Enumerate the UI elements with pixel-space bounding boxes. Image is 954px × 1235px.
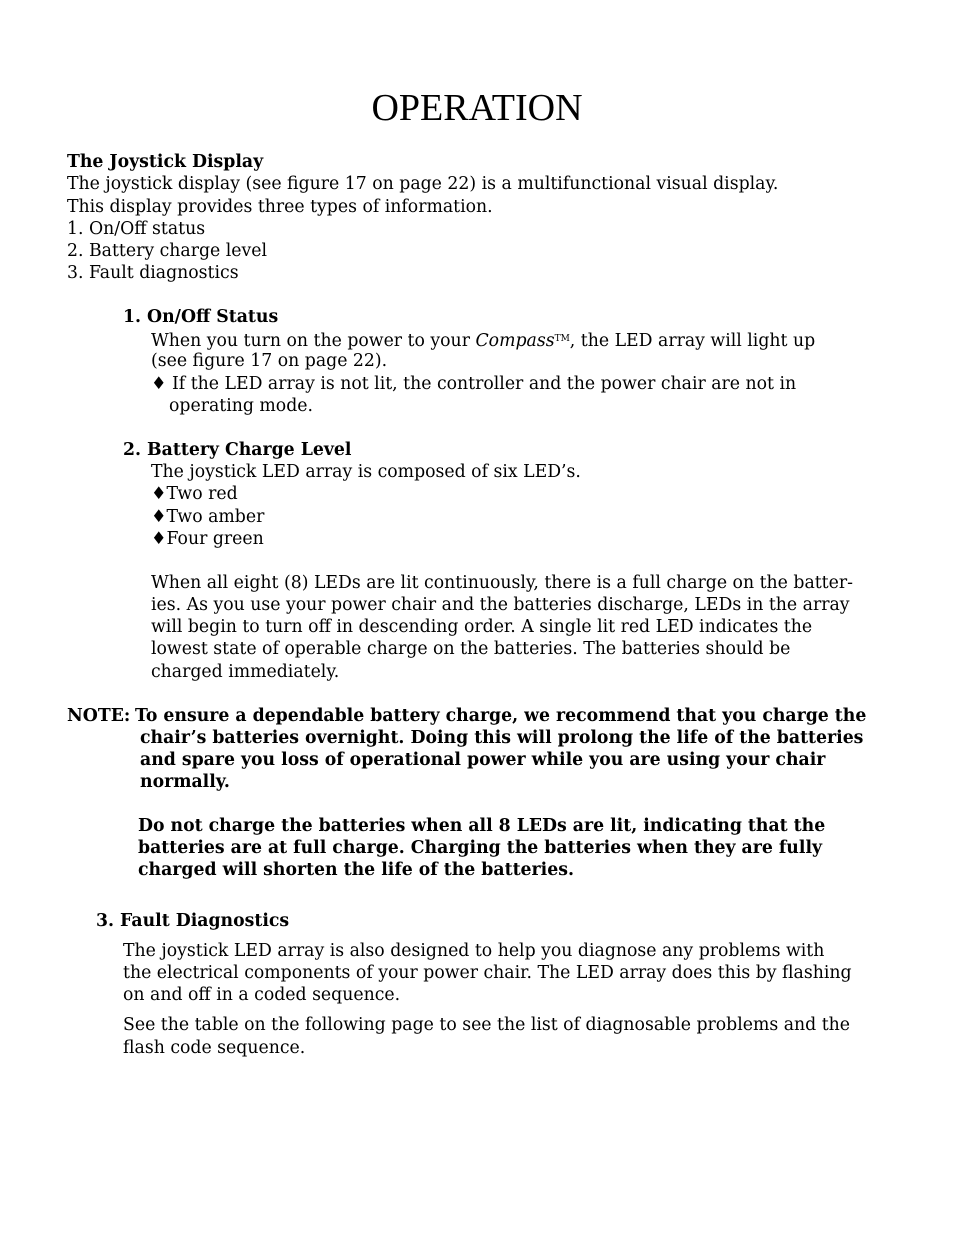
- warning-line: Do not charge the batteries when all 8 LEDs are lit, indicating that the: [138, 816, 826, 836]
- led-color-bullet: ♦Four green: [151, 529, 264, 549]
- intro-line: The joystick display (see figure 17 on page 22) is a multifunctional visual display.: [67, 174, 779, 194]
- battery-charge-heading: 2. Battery Charge Level: [123, 440, 352, 460]
- on-off-text-after: , the LED array will light up: [569, 331, 816, 351]
- warning-line: charged will shorten the life of the batteries.: [138, 860, 574, 880]
- joystick-display-heading: The Joystick Display: [67, 152, 264, 172]
- note-line: chair’s batteries overnight. Doing this will prolong the life of the batteries: [140, 728, 864, 748]
- battery-charge-paragraph-line: charged immediately.: [151, 662, 340, 682]
- fault-table-reference-line: See the table on the following page to see the list of diagnosable problems and the: [123, 1015, 851, 1035]
- battery-charge-paragraph-line: will begin to turn off in descending order. A single lit red LED indicates the: [151, 617, 813, 637]
- brand-name: Compass: [475, 331, 555, 351]
- battery-charge-intro: The joystick LED array is composed of six LED’s.: [151, 462, 581, 482]
- fault-diagnostics-line: the electrical components of your power chair. The LED array does this by flashing: [123, 963, 852, 983]
- note-line: normally.: [140, 772, 230, 792]
- on-off-status-line: (see figure 17 on page 22).: [151, 351, 388, 371]
- info-type-item: 3. Fault diagnostics: [67, 263, 239, 283]
- trademark-mark: TM: [554, 334, 570, 344]
- note-line: and spare you loss of operational power while you are using your chair: [140, 750, 826, 770]
- note-label: NOTE:: [67, 706, 131, 726]
- battery-charge-paragraph-line: lowest state of operable charge on the batteries. The batteries should be: [151, 639, 791, 659]
- page-title: OPERATION: [371, 87, 583, 129]
- note-line: To ensure a dependable battery charge, we recommend that you charge the: [135, 706, 867, 726]
- led-color-bullet: ♦Two red: [151, 484, 238, 504]
- info-type-item: 2. Battery charge level: [67, 241, 268, 261]
- on-off-status-heading: 1. On/Off Status: [123, 307, 279, 327]
- intro-line: This display provides three types of information.: [67, 197, 493, 217]
- fault-diagnostics-heading: 3. Fault Diagnostics: [96, 911, 290, 931]
- warning-line: batteries are at full charge. Charging the batteries when they are fully: [138, 838, 823, 858]
- info-type-item: 1. On/Off status: [67, 219, 206, 239]
- battery-charge-paragraph-line: ies. As you use your power chair and the batteries discharge, LEDs in the array: [151, 595, 850, 615]
- led-color-bullet: ♦Two amber: [151, 507, 265, 527]
- battery-charge-paragraph-line: When all eight (8) LEDs are lit continuously, there is a full charge on the batter-: [151, 573, 853, 593]
- on-off-status-line: [151, 328, 815, 352]
- fault-diagnostics-line: The joystick LED array is also designed to help you diagnose any problems with: [123, 941, 825, 961]
- on-off-bullet-continued: operating mode.: [169, 396, 313, 416]
- fault-table-reference-line: flash code sequence.: [123, 1038, 306, 1058]
- on-off-text-before: When you turn on the power to your: [151, 331, 476, 351]
- on-off-bullet: ♦ If the LED array is not lit, the controller and the power chair are not in: [151, 374, 797, 394]
- fault-diagnostics-line: on and off in a coded sequence.: [123, 985, 401, 1005]
